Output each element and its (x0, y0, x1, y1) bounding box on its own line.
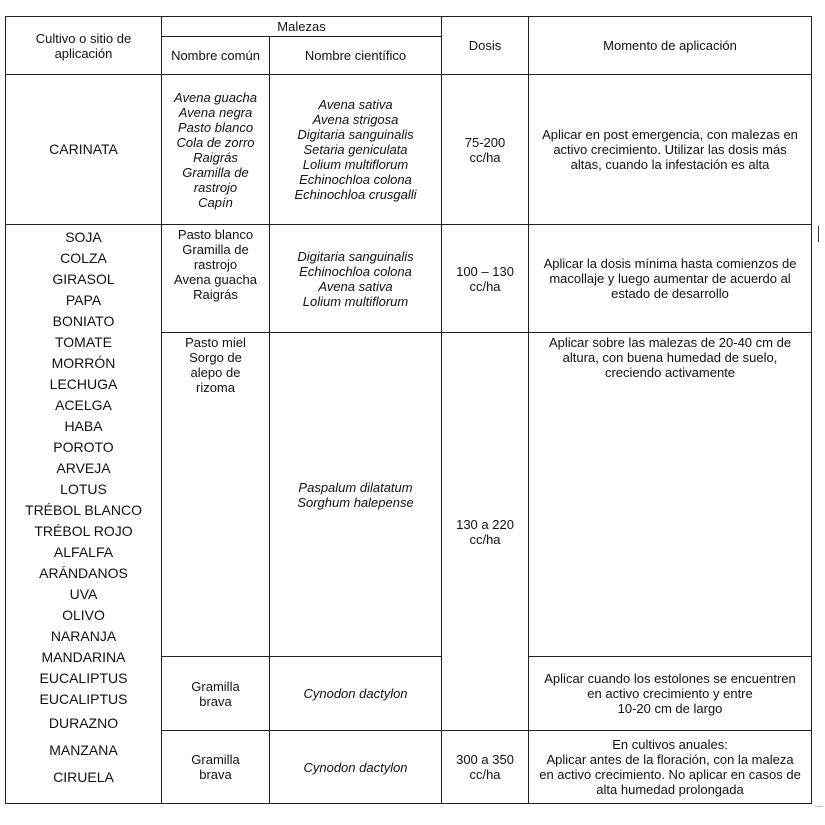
crop-name: ARÁNDANOS (39, 565, 128, 581)
crop-name: NARANJA (50, 628, 117, 644)
timing-line: Aplicar antes de la floración, con la maleza en activo crecimiento. No aplicar en casos de alta humedad prolongada (539, 752, 801, 797)
crop-name: EUCALIPTUS (39, 691, 128, 707)
scientific-name: Cynodon dactylon (303, 759, 408, 775)
table-row (6, 75, 812, 225)
common-name: Pasto miel (185, 335, 246, 350)
header-timing: Momento de aplicación (529, 17, 812, 75)
margin-mark (818, 226, 819, 242)
header-common-name: Nombre común (162, 37, 270, 75)
scientific-name: Avena sativa (318, 97, 393, 112)
crop-name: GIRASOL (52, 271, 115, 287)
scientific-name: Echinochloa crusgalli (294, 187, 417, 202)
crop-name: MANZANA (49, 742, 118, 758)
crop-name: UVA (69, 586, 98, 602)
crop-name: CIRUELA (53, 769, 114, 785)
crop-name: OLIVO (62, 607, 105, 623)
common-name: brava (199, 693, 232, 709)
scientific-name: Echinochloa colona (299, 172, 412, 187)
scientific-names-cell (270, 657, 442, 731)
common-name: rizoma (195, 380, 235, 395)
header-weeds: Malezas (162, 17, 442, 37)
common-name: Raigrás (193, 287, 238, 302)
timing-line: En cultivos anuales: (612, 737, 728, 752)
dose-cell: 300 a 350 cc/ha (442, 731, 529, 804)
scientific-names-cell (270, 333, 442, 657)
scientific-name: Paspalum dilatatum (298, 479, 413, 495)
scientific-name: Digitaria sanguinalis (297, 127, 414, 142)
scientific-name: Sorghum halepense (297, 494, 414, 510)
crop-name: POROTO (53, 439, 114, 455)
common-names-cell (162, 731, 270, 804)
crop-name: ALFALFA (53, 544, 114, 560)
common-name: Capín (198, 194, 233, 210)
timing-cell: Aplicar la dosis mínima hasta comienzos de macollaje y luego aumentar de acuerdo al estado de desarrollo (529, 225, 812, 333)
crop-name: ACELGA (55, 397, 112, 413)
common-name: Gramilla (191, 678, 240, 694)
crop-name: LOTUS (60, 481, 107, 497)
header-crop: Cultivo o sitio de aplicación (6, 17, 162, 75)
dose-cell: 75-200 cc/ha (442, 75, 529, 225)
crop-group-cell (6, 225, 162, 804)
header-row-1 (6, 17, 812, 37)
dose-cell: 130 a 220 cc/ha (442, 333, 529, 731)
common-names-cell (162, 333, 270, 657)
timing-cell (529, 731, 812, 804)
crop-name: TOMATE (54, 334, 113, 350)
timing-cell: Aplicar sobre las malezas de 20-40 cm de altura, con buena humedad de suelo, creciendo activamente (529, 333, 812, 657)
common-name: Sorgo de (189, 350, 242, 365)
common-name: Avena guacha (174, 89, 257, 105)
herbicide-table (5, 16, 812, 804)
common-name: Gramilla (191, 752, 240, 767)
table-row (6, 225, 812, 333)
crop-name: DURAZNO (48, 715, 119, 731)
crop-name: EUCALIPTUS (39, 670, 128, 686)
common-name: alepo de (190, 365, 241, 380)
crop-name: BONIATO (52, 313, 115, 329)
header-dose: Dosis (442, 17, 529, 75)
scientific-names-cell (270, 225, 442, 333)
crop-name: MANDARINA (41, 649, 126, 665)
crop-name: TRÉBOL BLANCO (25, 502, 142, 518)
common-name: Avena guacha (174, 272, 257, 287)
scientific-name: Lolium multiflorum (302, 293, 409, 309)
crop-name: COLZA (60, 250, 107, 266)
common-name: brava (199, 767, 232, 782)
crop-name: MORRÓN (51, 355, 116, 371)
scientific-name: Cynodon dactylon (303, 686, 408, 701)
common-names-cell (162, 75, 270, 225)
timing-cell: Aplicar en post emergencia, con malezas en activo crecimiento. Utilizar las dosis más altas, cuando la infestación es alta (529, 75, 812, 225)
timing-line: Aplicar cuando los estolones se encuentren en activo crecimiento y entre (544, 671, 796, 701)
scientific-name: Setaria geniculata (303, 142, 408, 157)
header-scientific-name: Nombre científico (270, 37, 442, 75)
scientific-names-cell (270, 731, 442, 804)
crop-name: HABA (64, 418, 103, 434)
dose-cell: 100 – 130 cc/ha (442, 225, 529, 333)
crop-name: LECHUGA (49, 376, 118, 392)
crop-name: TRÉBOL ROJO (34, 523, 133, 539)
common-name: rastrojo (193, 257, 238, 272)
common-name: Avena negra (178, 104, 253, 120)
common-name: Raigrás (193, 149, 238, 165)
common-name: Pasto blanco (177, 119, 254, 135)
common-name: rastrojo (193, 179, 238, 195)
crop-name: SOJA (65, 229, 102, 245)
crop-name: ARVEJA (56, 460, 111, 476)
common-names-cell (162, 657, 270, 731)
corner-mark (815, 806, 823, 807)
common-name: Gramilla de (182, 242, 249, 257)
common-name: Pasto blanco (177, 227, 254, 242)
scientific-name: Avena strigosa (312, 112, 399, 127)
common-names-cell (162, 225, 270, 333)
scientific-name: Digitaria sanguinalis (297, 248, 414, 264)
scientific-name: Lolium multiflorum (302, 157, 409, 172)
scientific-name: Echinochloa colona (299, 263, 412, 279)
timing-line: 10-20 cm de largo (617, 701, 723, 716)
scientific-names-cell (270, 75, 442, 225)
scientific-name: Avena sativa (318, 278, 393, 294)
crop-cell: CARINATA (6, 75, 162, 225)
common-name: Cola de zorro (176, 134, 255, 150)
crop-name: PAPA (65, 292, 102, 308)
common-name: Gramilla de (182, 164, 249, 180)
timing-cell (529, 657, 812, 731)
